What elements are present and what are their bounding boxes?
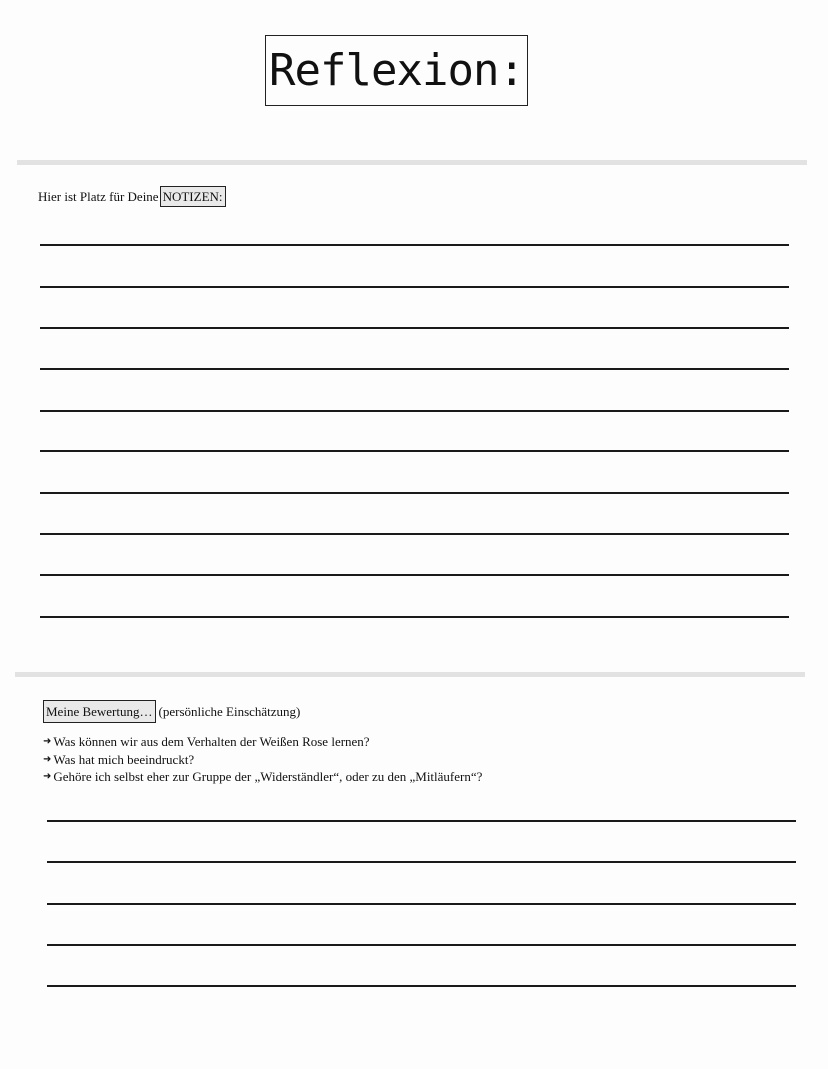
question-item: [43, 733, 482, 751]
page-title: Reflexion:: [269, 44, 524, 96]
question-text: Was können wir aus dem Verhalten der Weißen Rose lernen?: [53, 734, 370, 749]
arrow-right-icon: ➜: [43, 736, 52, 747]
notes-label: Hier ist Platz für Deine: [38, 188, 159, 204]
evaluation-heading: [43, 700, 300, 723]
section-divider-middle: [15, 672, 805, 677]
question-text: Gehöre ich selbst eher zur Gruppe der „Widerständler“, oder zu den „Mitläufern“?: [53, 769, 483, 784]
writing-line[interactable]: [47, 903, 796, 905]
question-item: [43, 751, 482, 769]
writing-line[interactable]: [40, 574, 789, 576]
writing-line[interactable]: [40, 244, 789, 246]
writing-line[interactable]: [47, 985, 796, 987]
writing-line[interactable]: [47, 944, 796, 946]
writing-line[interactable]: [40, 327, 789, 329]
writing-line[interactable]: [40, 286, 789, 288]
question-item: [43, 768, 482, 786]
notes-boxed-label: NOTIZEN:: [160, 186, 226, 207]
title-box: [265, 35, 528, 106]
writing-line[interactable]: [40, 616, 789, 618]
arrow-right-icon: ➜: [43, 753, 52, 765]
question-list: [43, 733, 482, 786]
question-text: Was hat mich beeindruckt?: [53, 751, 195, 767]
writing-line[interactable]: [40, 533, 789, 535]
writing-line[interactable]: [47, 861, 796, 863]
section-divider-top: [17, 160, 807, 165]
notes-heading: [38, 186, 226, 207]
writing-line[interactable]: [40, 492, 789, 494]
arrow-right-icon: ➜: [43, 771, 52, 782]
evaluation-boxed-label: Meine Bewertung…: [43, 700, 156, 723]
evaluation-subtitle: (persönliche Einschätzung): [158, 703, 301, 719]
writing-line[interactable]: [40, 410, 789, 412]
writing-line[interactable]: [40, 450, 789, 452]
writing-line[interactable]: [47, 820, 796, 822]
writing-line[interactable]: [40, 368, 789, 370]
